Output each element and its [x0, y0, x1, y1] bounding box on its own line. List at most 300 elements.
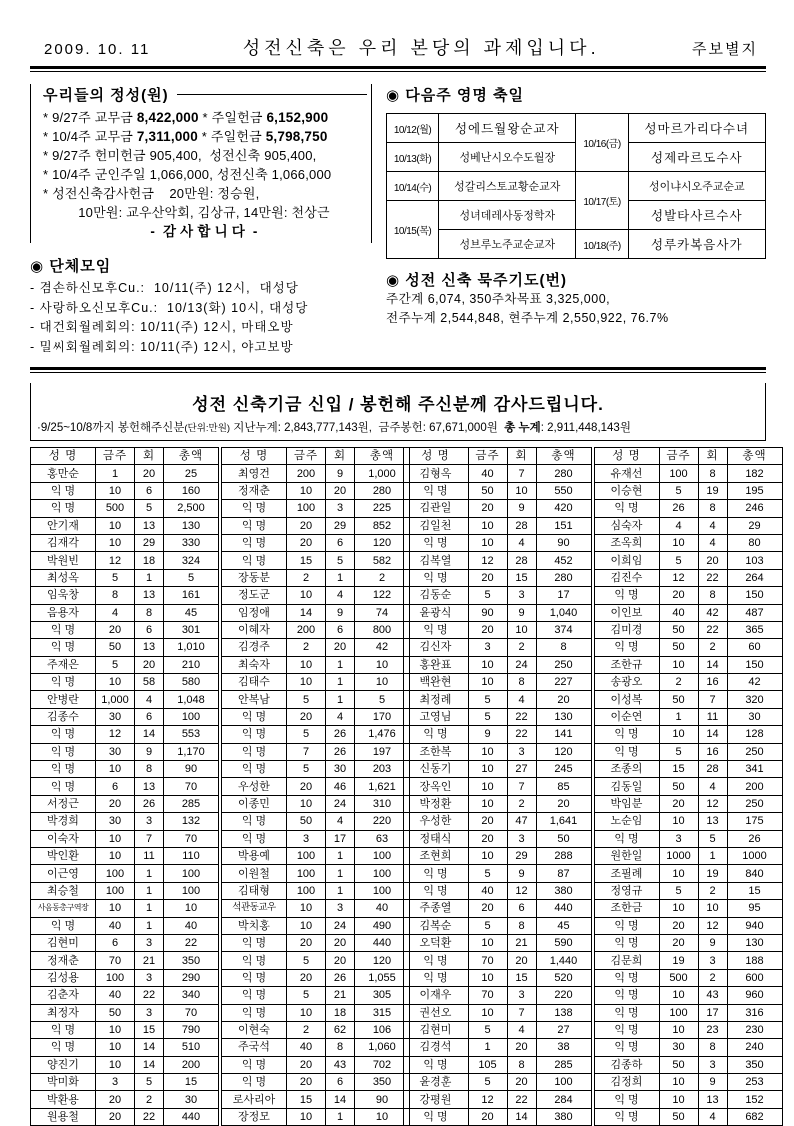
feast-name-cell: 성브루노주교순교자 — [439, 230, 576, 259]
donor-amount-cell: 550 — [536, 482, 591, 499]
donor-amount-cell: 10 — [468, 517, 507, 534]
page-header — [30, 30, 766, 66]
donor-name-cell: 익 명 — [594, 587, 659, 604]
donor-amount-cell: 3 — [507, 987, 536, 1004]
donor-amount-cell: 2 — [659, 674, 698, 691]
donor-amount-cell: 100 — [287, 847, 326, 864]
donor-row — [403, 1021, 591, 1038]
donor-name-cell: 익 명 — [594, 639, 659, 656]
donor-name-cell: 김경석 — [403, 1039, 468, 1056]
donor-amount-cell: 580 — [164, 674, 219, 691]
donor-row — [403, 517, 591, 534]
donor-table — [594, 447, 783, 1126]
donor-amount-cell: 4 — [659, 517, 698, 534]
donor-amount-cell: 10 — [659, 534, 698, 551]
donor-row — [403, 778, 591, 795]
donor-amount-cell: 200 — [287, 621, 326, 638]
donor-amount-cell: 100 — [659, 465, 698, 482]
donor-amount-cell: 5 — [468, 865, 507, 882]
text-segment: 6,152,900 — [266, 110, 329, 125]
donor-amount-cell: 30 — [96, 813, 135, 830]
donor-name-cell: 송광오 — [594, 674, 659, 691]
donor-amount-cell: 310 — [355, 795, 410, 812]
donor-name-cell: 최정례 — [403, 691, 468, 708]
donor-row — [594, 1074, 782, 1091]
donor-row — [594, 552, 782, 569]
donor-amount-cell: 50 — [659, 778, 698, 795]
donor-amount-cell: 3 — [468, 639, 507, 656]
donor-amount-cell: 20 — [698, 552, 727, 569]
donor-amount-cell: 90 — [164, 761, 219, 778]
donor-amount-cell: 130 — [727, 934, 782, 951]
donor-amount-cell: 46 — [326, 778, 355, 795]
offering-line — [43, 146, 365, 165]
donor-amount-cell: 1000 — [727, 847, 782, 864]
donor-row — [594, 517, 782, 534]
donor-amount-cell: 7 — [135, 830, 164, 847]
donor-amount-cell: 14 — [135, 1039, 164, 1056]
donor-amount-cell: 10 — [659, 1074, 698, 1091]
donor-amount-cell: 2 — [287, 569, 326, 586]
donor-name-cell: 익 명 — [222, 1074, 287, 1091]
donor-name-cell: 익 명 — [31, 1039, 96, 1056]
donor-row — [222, 743, 410, 760]
donor-amount-cell: 5 — [659, 552, 698, 569]
donor-amount-cell: 10 — [96, 847, 135, 864]
donor-name-cell: 익 명 — [222, 934, 287, 951]
donor-amount-cell: 1,060 — [355, 1039, 410, 1056]
donor-amount-cell: 26 — [326, 743, 355, 760]
donor-name-cell: 익 명 — [403, 534, 468, 551]
donor-name-cell: 익 명 — [403, 482, 468, 499]
rosary-line: 주간계 6,074, 350주차목표 3,325,000, — [386, 292, 611, 306]
donor-row — [222, 952, 410, 969]
donor-row — [403, 1004, 591, 1021]
donor-amount-cell: 50 — [536, 830, 591, 847]
feast-days-table — [386, 113, 766, 259]
donor-name-cell: 익 명 — [222, 987, 287, 1004]
donor-amount-cell: 45 — [536, 917, 591, 934]
donor-row — [594, 1004, 782, 1021]
donor-row — [403, 726, 591, 743]
donor-amount-cell: 250 — [727, 743, 782, 760]
donor-amount-cell: 5 — [659, 743, 698, 760]
donor-amount-cell: 20 — [659, 917, 698, 934]
donor-name-cell: 장옥인 — [403, 778, 468, 795]
donor-amount-cell: 582 — [355, 552, 410, 569]
donor-row — [594, 847, 782, 864]
feast-date-cell: 10/15(목) — [387, 201, 439, 259]
donor-amount-cell: 2 — [287, 639, 326, 656]
donor-amount-cell: 62 — [326, 1021, 355, 1038]
donor-name-cell: 김태수 — [222, 674, 287, 691]
donor-amount-cell: 29 — [727, 517, 782, 534]
donor-name-cell: 익 명 — [222, 552, 287, 569]
offerings-lines — [37, 105, 367, 241]
donor-amount-cell: 23 — [698, 1021, 727, 1038]
donor-row — [222, 517, 410, 534]
donor-name-cell: 익 명 — [594, 726, 659, 743]
donor-amount-cell: 1,000 — [96, 691, 135, 708]
donor-row — [594, 969, 782, 986]
donor-amount-cell: 3 — [659, 830, 698, 847]
donor-amount-cell: 250 — [727, 795, 782, 812]
donor-amount-cell: 50 — [96, 639, 135, 656]
donor-amount-cell: 246 — [727, 500, 782, 517]
donor-amount-cell: 7 — [507, 465, 536, 482]
donor-row — [403, 952, 591, 969]
donor-amount-cell: 24 — [326, 917, 355, 934]
donor-col-header: 회 — [135, 448, 164, 465]
donor-name-cell: 박치홍 — [222, 917, 287, 934]
donor-amount-cell: 341 — [727, 761, 782, 778]
donor-amount-cell: 20 — [326, 952, 355, 969]
donor-amount-cell: 6 — [135, 621, 164, 638]
donor-row — [222, 987, 410, 1004]
donor-amount-cell: 3 — [698, 1056, 727, 1073]
donor-amount-cell: 4 — [698, 778, 727, 795]
donor-amount-cell: 20 — [659, 934, 698, 951]
text-segment: - 감 사 합 니 다 - — [150, 224, 258, 239]
donor-row — [31, 934, 219, 951]
donor-amount-cell: 2 — [355, 569, 410, 586]
donor-row — [403, 795, 591, 812]
donor-row — [31, 900, 219, 917]
donor-amount-cell: 20 — [96, 1108, 135, 1125]
donor-row — [222, 795, 410, 812]
donor-amount-cell: 1 — [326, 865, 355, 882]
donor-amount-cell: 490 — [355, 917, 410, 934]
donor-row — [403, 917, 591, 934]
donor-amount-cell: 220 — [536, 987, 591, 1004]
donor-amount-cell: 253 — [727, 1074, 782, 1091]
donor-amount-cell: 290 — [164, 969, 219, 986]
donor-row — [31, 847, 219, 864]
donor-name-cell: 홍완표 — [403, 656, 468, 673]
donor-name-cell: 박환용 — [31, 1091, 96, 1108]
donor-row — [594, 761, 782, 778]
donor-name-cell: 최영건 — [222, 465, 287, 482]
donor-name-cell: 윤광식 — [403, 604, 468, 621]
donor-amount-cell: 28 — [507, 552, 536, 569]
donor-amount-cell: 20 — [96, 795, 135, 812]
donor-amount-cell: 8 — [698, 587, 727, 604]
donor-amount-cell: 10 — [96, 1056, 135, 1073]
donor-amount-cell: 10 — [468, 761, 507, 778]
donor-name-cell: 김미경 — [594, 621, 659, 638]
text-segment: (단위:만원) — [184, 423, 231, 434]
donor-amount-cell: 10 — [96, 1021, 135, 1038]
donor-name-cell: 김경주 — [222, 639, 287, 656]
donor-amount-cell: 7 — [507, 778, 536, 795]
donor-amount-cell: 5 — [135, 500, 164, 517]
donor-amount-cell: 120 — [355, 952, 410, 969]
donor-name-cell: 이순연 — [594, 708, 659, 725]
donor-amount-cell: 50 — [287, 813, 326, 830]
donor-name-cell: 익 명 — [222, 500, 287, 517]
donor-amount-cell: 7 — [287, 743, 326, 760]
donor-amount-cell: 50 — [468, 482, 507, 499]
donor-amount-cell: 380 — [536, 1108, 591, 1125]
donor-name-cell: 양진기 — [31, 1056, 96, 1073]
donor-amount-cell: 74 — [355, 604, 410, 621]
donor-name-cell: 박경희 — [31, 813, 96, 830]
donor-row — [403, 656, 591, 673]
donor-amount-cell: 18 — [135, 552, 164, 569]
donor-name-cell: 익 명 — [222, 517, 287, 534]
offering-line — [43, 127, 365, 146]
donor-amount-cell: 8 — [96, 587, 135, 604]
donor-row — [403, 482, 591, 499]
donor-amount-cell: 38 — [536, 1039, 591, 1056]
donor-amount-cell: 10 — [164, 900, 219, 917]
donor-amount-cell: 106 — [355, 1021, 410, 1038]
donor-amount-cell: 128 — [727, 726, 782, 743]
donor-row — [222, 1074, 410, 1091]
donor-name-cell: 정영규 — [594, 882, 659, 899]
donor-col-header: 총액 — [355, 448, 410, 465]
donor-amount-cell: 10 — [659, 865, 698, 882]
donor-name-cell: 김동일 — [594, 778, 659, 795]
donor-name-cell: 사음동총구역장 — [31, 900, 96, 917]
donor-amount-cell: 47 — [507, 813, 536, 830]
donor-amount-cell: 100 — [355, 882, 410, 899]
donor-amount-cell: 188 — [727, 952, 782, 969]
donor-amount-cell: 1 — [96, 465, 135, 482]
donor-amount-cell: 1 — [326, 656, 355, 673]
donor-name-cell: 원용철 — [31, 1108, 96, 1125]
offering-line — [43, 108, 365, 127]
donor-row — [594, 795, 782, 812]
donor-amount-cell: 30 — [96, 708, 135, 725]
donor-amount-cell: 30 — [659, 1039, 698, 1056]
donor-col-header: 금주 — [96, 448, 135, 465]
donor-name-cell: 로사리아 — [222, 1091, 287, 1108]
donor-row — [31, 552, 219, 569]
donor-name-cell: 이근영 — [31, 865, 96, 882]
donor-amount-cell: 5 — [287, 761, 326, 778]
donor-amount-cell: 10 — [468, 534, 507, 551]
donor-amount-cell: 20 — [326, 934, 355, 951]
donor-name-cell: 이혜자 — [222, 621, 287, 638]
donor-name-cell: 이종민 — [222, 795, 287, 812]
donor-amount-cell: 14 — [287, 604, 326, 621]
donor-amount-cell: 40 — [468, 465, 507, 482]
donor-amount-cell: 152 — [727, 1091, 782, 1108]
donor-name-cell: 익 명 — [594, 743, 659, 760]
donor-row — [594, 708, 782, 725]
donor-amount-cell: 40 — [659, 604, 698, 621]
donor-amount-cell: 12 — [468, 1091, 507, 1108]
donor-amount-cell: 3 — [326, 500, 355, 517]
donor-amount-cell: 30 — [727, 708, 782, 725]
donor-amount-cell: 227 — [536, 674, 591, 691]
donor-amount-cell: 28 — [507, 517, 536, 534]
donor-name-cell: 조현희 — [403, 847, 468, 864]
donor-row — [31, 569, 219, 586]
donor-row — [403, 1108, 591, 1125]
donor-amount-cell: 10 — [468, 743, 507, 760]
donor-row — [594, 639, 782, 656]
donor-amount-cell: 20 — [135, 465, 164, 482]
donor-name-cell: 익 명 — [222, 830, 287, 847]
donor-amount-cell: 10 — [659, 900, 698, 917]
donor-row — [222, 778, 410, 795]
donor-amount-cell: 350 — [355, 1074, 410, 1091]
donor-amount-cell: 316 — [727, 1004, 782, 1021]
feast-name-cell: 성발타사르수사 — [628, 201, 765, 230]
donor-name-cell: 익 명 — [594, 934, 659, 951]
donor-amount-cell: 10 — [468, 656, 507, 673]
donor-amount-cell: 5 — [468, 691, 507, 708]
text-segment: 5,798,750 — [265, 129, 328, 144]
donor-amount-cell: 790 — [164, 1021, 219, 1038]
donor-row — [31, 517, 219, 534]
donor-row — [222, 1056, 410, 1073]
donor-amount-cell: 16 — [698, 674, 727, 691]
feast-row — [387, 172, 766, 201]
donor-col-header: 금주 — [468, 448, 507, 465]
donor-amount-cell: 285 — [536, 1056, 591, 1073]
donor-amount-cell: 70 — [164, 1004, 219, 1021]
donor-amount-cell: 1,010 — [164, 639, 219, 656]
donor-amount-cell: 20 — [287, 934, 326, 951]
donor-amount-cell: 20 — [468, 621, 507, 638]
donor-row — [403, 500, 591, 517]
donor-amount-cell: 21 — [135, 952, 164, 969]
donor-name-cell: 익 명 — [31, 917, 96, 934]
donor-amount-cell: 9 — [468, 726, 507, 743]
donor-amount-cell: 141 — [536, 726, 591, 743]
feast-date-cell: 10/13(화) — [387, 143, 439, 172]
donor-amount-cell: 20 — [536, 691, 591, 708]
donor-amount-cell: 20 — [468, 569, 507, 586]
donor-amount-cell: 420 — [536, 500, 591, 517]
donor-name-cell: 최정자 — [31, 1004, 96, 1021]
donor-amount-cell: 250 — [536, 656, 591, 673]
donor-amount-cell: 9 — [507, 604, 536, 621]
donor-row — [403, 934, 591, 951]
donor-amount-cell: 285 — [164, 795, 219, 812]
donor-name-cell: 익 명 — [222, 743, 287, 760]
donor-amount-cell: 12 — [96, 726, 135, 743]
donor-amount-cell: 182 — [727, 465, 782, 482]
donor-amount-cell: 5 — [164, 569, 219, 586]
donor-row — [594, 917, 782, 934]
donor-amount-cell: 122 — [355, 587, 410, 604]
donor-row — [31, 604, 219, 621]
donor-amount-cell: 8 — [698, 1039, 727, 1056]
donor-amount-cell: 100 — [164, 865, 219, 882]
donor-amount-cell: 150 — [727, 587, 782, 604]
donor-row — [31, 882, 219, 899]
donor-amount-cell: 50 — [659, 1056, 698, 1073]
donor-amount-cell: 225 — [355, 500, 410, 517]
donor-row — [594, 830, 782, 847]
donor-name-cell: 익 명 — [403, 969, 468, 986]
right-column — [386, 84, 766, 328]
donor-amount-cell: 440 — [355, 934, 410, 951]
donor-name-cell: 이현숙 — [222, 1021, 287, 1038]
donor-name-cell: 익 명 — [594, 969, 659, 986]
donor-amount-cell: 13 — [135, 587, 164, 604]
donor-row — [31, 482, 219, 499]
donor-amount-cell: 24 — [326, 795, 355, 812]
donor-tables — [30, 447, 766, 1126]
donor-amount-cell: 100 — [164, 882, 219, 899]
donor-amount-cell: 10 — [96, 534, 135, 551]
donor-name-cell: 김복순 — [403, 917, 468, 934]
donor-row — [403, 674, 591, 691]
meeting-item: - 사랑하오신모후Cu.: 10/13(화) 10시, 대성당 — [30, 300, 309, 315]
donor-amount-cell: 20 — [468, 813, 507, 830]
donor-amount-cell: 43 — [698, 987, 727, 1004]
donor-name-cell: 익 명 — [31, 761, 96, 778]
donor-name-cell: 이승현 — [594, 482, 659, 499]
donor-name-cell: 안병란 — [31, 691, 96, 708]
donor-amount-cell: 365 — [727, 621, 782, 638]
donor-amount-cell: 10 — [659, 1091, 698, 1108]
donor-row — [403, 1056, 591, 1073]
donor-name-cell: 정태식 — [403, 830, 468, 847]
donor-amount-cell: 4 — [507, 691, 536, 708]
donor-amount-cell: 22 — [698, 569, 727, 586]
donor-row — [222, 708, 410, 725]
donor-amount-cell: 20 — [507, 952, 536, 969]
donor-amount-cell: 20 — [287, 1056, 326, 1073]
donor-amount-cell: 20 — [287, 778, 326, 795]
donor-amount-cell: 5 — [468, 708, 507, 725]
donor-amount-cell: 138 — [536, 1004, 591, 1021]
donor-amount-cell: 14 — [135, 726, 164, 743]
text-segment: * 성전신축감사헌금 20만원: 정승원, — [43, 186, 260, 201]
donor-amount-cell: 20 — [287, 969, 326, 986]
donor-amount-cell: 520 — [536, 969, 591, 986]
donor-amount-cell: 220 — [355, 813, 410, 830]
donor-row — [403, 534, 591, 551]
donor-table — [403, 447, 592, 1126]
donor-amount-cell: 2 — [698, 969, 727, 986]
donor-amount-cell: 26 — [326, 726, 355, 743]
text-segment: * 9/27주 헌미헌금 905,400, 성전신축 905,400, — [43, 148, 317, 163]
donor-amount-cell: 1,476 — [355, 726, 410, 743]
donor-amount-cell: 374 — [536, 621, 591, 638]
donor-name-cell: 우성한 — [222, 778, 287, 795]
donor-amount-cell: 20 — [326, 482, 355, 499]
donor-name-cell: 장동분 — [222, 569, 287, 586]
donor-amount-cell: 42 — [355, 639, 410, 656]
donor-row — [594, 1091, 782, 1108]
donor-amount-cell: 90 — [468, 604, 507, 621]
donor-name-cell: 익 명 — [594, 830, 659, 847]
donor-amount-cell: 3 — [507, 743, 536, 760]
donor-name-cell: 익 명 — [31, 778, 96, 795]
donor-amount-cell: 3 — [135, 813, 164, 830]
meeting-item: - 겸손하신모후Cu.: 10/11(주) 12시, 대성당 — [30, 281, 299, 295]
donor-amount-cell: 1 — [326, 691, 355, 708]
donor-amount-cell: 10 — [659, 726, 698, 743]
donor-row — [31, 1074, 219, 1091]
donor-amount-cell: 20 — [287, 708, 326, 725]
donor-amount-cell: 5 — [135, 1074, 164, 1091]
donor-row — [31, 830, 219, 847]
donor-row — [594, 778, 782, 795]
donor-amount-cell: 50 — [659, 621, 698, 638]
donor-amount-cell: 5 — [287, 726, 326, 743]
donor-name-cell: 임욱창 — [31, 587, 96, 604]
donor-amount-cell: 42 — [698, 604, 727, 621]
donor-row — [594, 1108, 782, 1125]
